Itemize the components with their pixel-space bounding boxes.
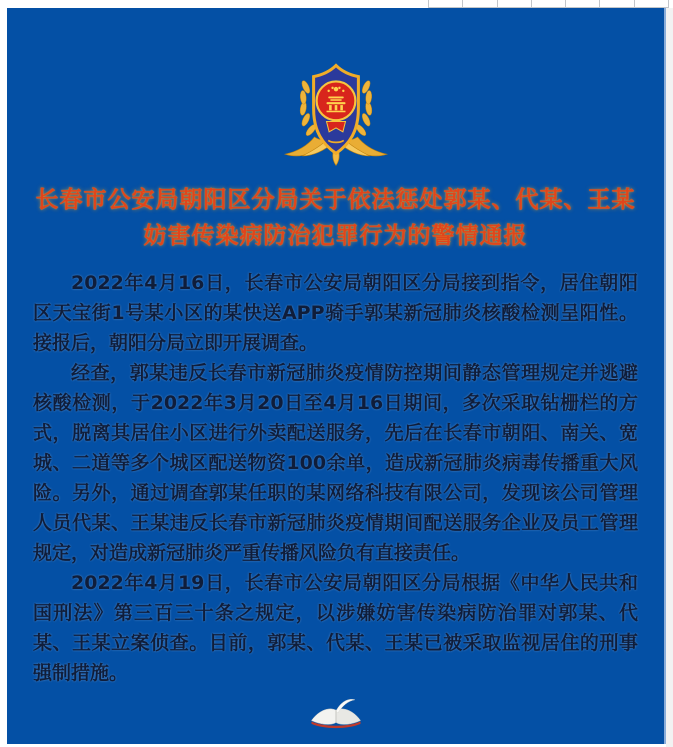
grid-cell (462, 0, 496, 7)
notice-title (7, 182, 664, 254)
spreadsheet-grid-cells (428, 0, 669, 8)
grid-cell (599, 0, 633, 7)
notice-paragraph-2: 经查，郭某违反长春市新冠肺炎疫情防控期间静态管理规定并逃避核酸检测，于2022年3月20日至4月16日期间，多次采取钻栅栏的方式，脱离其居住小区进行外卖配送服务，先后在长春市朝阳、南关、宽城、二道等多个城区配送物资100余单，造成新冠肺炎病毒传播重大风险。另外，通过调查郭某任职的某网络科技有限公司，发现该公司管理人员代某、王某违反长春市新冠肺炎疫情期间配送服务企业及员工管理规定，对造成新冠肺炎严重传播风险负有直接责任。 (33, 362, 638, 564)
police-badge-icon (280, 60, 392, 170)
notice-body (33, 268, 638, 688)
grid-cell (497, 0, 531, 7)
notice-title-line1: 长春市公安局朝阳区分局关于依法惩处郭某、代某、王某 (35, 187, 636, 213)
grid-cell (531, 0, 565, 7)
notice-paragraph-3: 2022年4月19日，长春市公安局朝阳区分局根据《中华人民共和国刑法》第三百三十条之规定，以涉嫌妨害传染病防治罪对郭某、代某、王某立案侦查。目前，郭某、代某、王某已被采取监视居住的刑事强制措施。 (33, 572, 638, 684)
notice-panel (7, 8, 666, 744)
open-book-icon (303, 696, 369, 730)
notice-title-line2: 妨害传染病防治犯罪行为的警情通报 (143, 223, 528, 249)
page-right-gutter (666, 8, 673, 747)
grid-cell (634, 0, 668, 7)
notice-paragraph-1: 2022年4月16日，长春市公安局朝阳区分局接到指令，居住朝阳区天宝街1号某小区的某快送APP骑手郭某新冠肺炎核酸检测呈阳性。接报后，朝阳分局立即开展调查。 (33, 272, 638, 354)
grid-cell (565, 0, 599, 7)
grid-cell (428, 0, 462, 7)
spreadsheet-top-edge (0, 0, 673, 8)
